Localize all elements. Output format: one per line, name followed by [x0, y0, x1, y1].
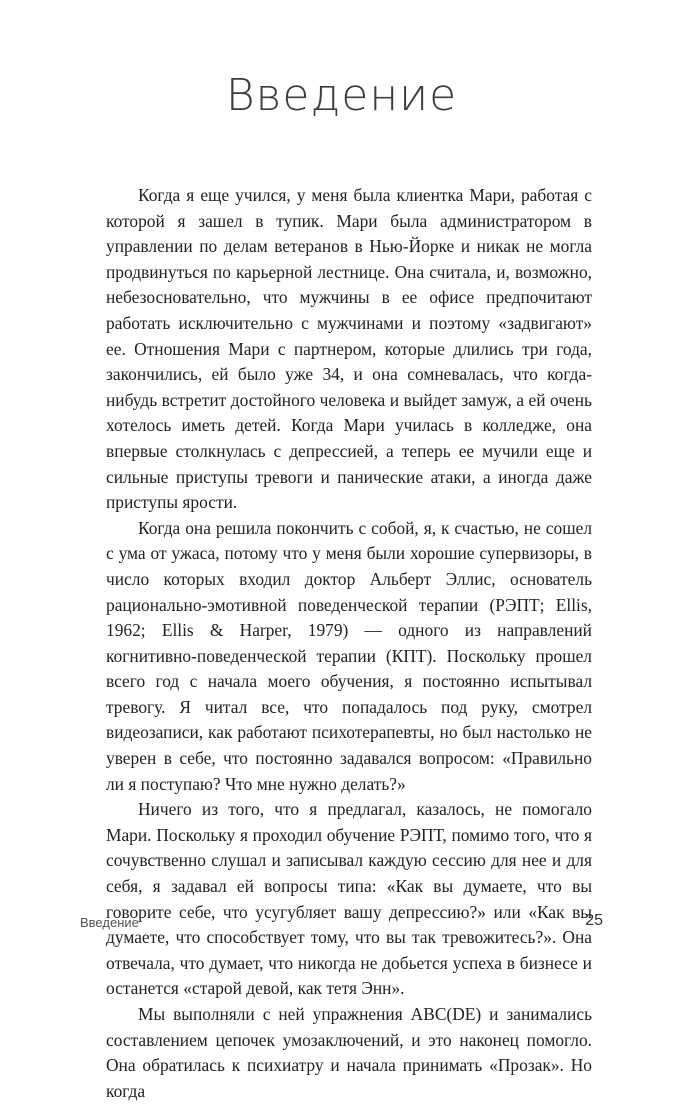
- paragraph-1: Когда я еще учился, у меня была клиентка Мари, работая с которой я зашел в тупик. Мари была администратором в управлении по делам ветеранов в Нью-Йорке и никак не могла продвинуться по карьерной лестнице. Она считала, и, возможно, небезосновательно, что мужчины в ее офисе предпочитают работать исключительно с мужчинами и поэтому «задвигают» ее. Отношения Мари с партнером, которые длились три года, закончились, ей было уже 34, и она сомневалась, что когда-нибудь встретит достойного человека и выйдет замуж, а ей очень хотелось иметь детей. Когда Мари училась в колледже, она впервые столкнулась с депрессией, а теперь ее мучили еще и сильные приступы тревоги и панические атаки, а иногда даже приступы ярости.: [106, 185, 592, 513]
- body-text: [106, 183, 592, 1104]
- paragraph-2: Когда она решила покончить с собой, я, к счастью, не сошел с ума от ужаса, потому что у меня были хорошие супервизоры, в число которых входил доктор Альберт Эллис, основатель рационально-эмотивной поведенческой терапии (РЭПТ; Ellis, 1962; Ellis & Harper, 1979) — одного из направлений когнитивно-поведенческой терапии (КПТ). Поскольку прошел всего год с начала моего обучения, я постоянно испытывал тревогу. Я читал все, что попадалось под руку, смотрел видеозаписи, как работают психотерапевты, но был настолько не уверен в себе, что постоянно задавался вопросом: «Правильно ли я поступаю? Что мне нужно делать?»: [106, 517, 592, 794]
- chapter-title: Введение: [225, 70, 458, 121]
- paragraph-4: Мы выполняли с ней упражнения ABC(DE) и занимались составлением цепочек умозаключений, и это наконец помогло. Она обратилась к психиатру и начала принимать «Прозак». Но когда: [106, 1004, 592, 1101]
- paragraph-3: Ничего из того, что я предлагал, казалось, не помогало Мари. Поскольку я проходил обучение РЭПТ, помимо того, что я сочувственно слушал и записывал каждую сессию для нее и для себя, я задавал ей вопросы типа: «Как вы думаете, что вы говорите себе, что усугубляет вашу депрессию?» или «Как вы думаете, что способствует тому, что вы так тревожитесь?». Она отвечала, что думает, что никогда не добьется успеха в бизнесе и останется «старой девой, как тетя Энн».: [106, 799, 592, 999]
- running-footer-section: Введение: [80, 915, 139, 930]
- page-number: 25: [585, 912, 603, 929]
